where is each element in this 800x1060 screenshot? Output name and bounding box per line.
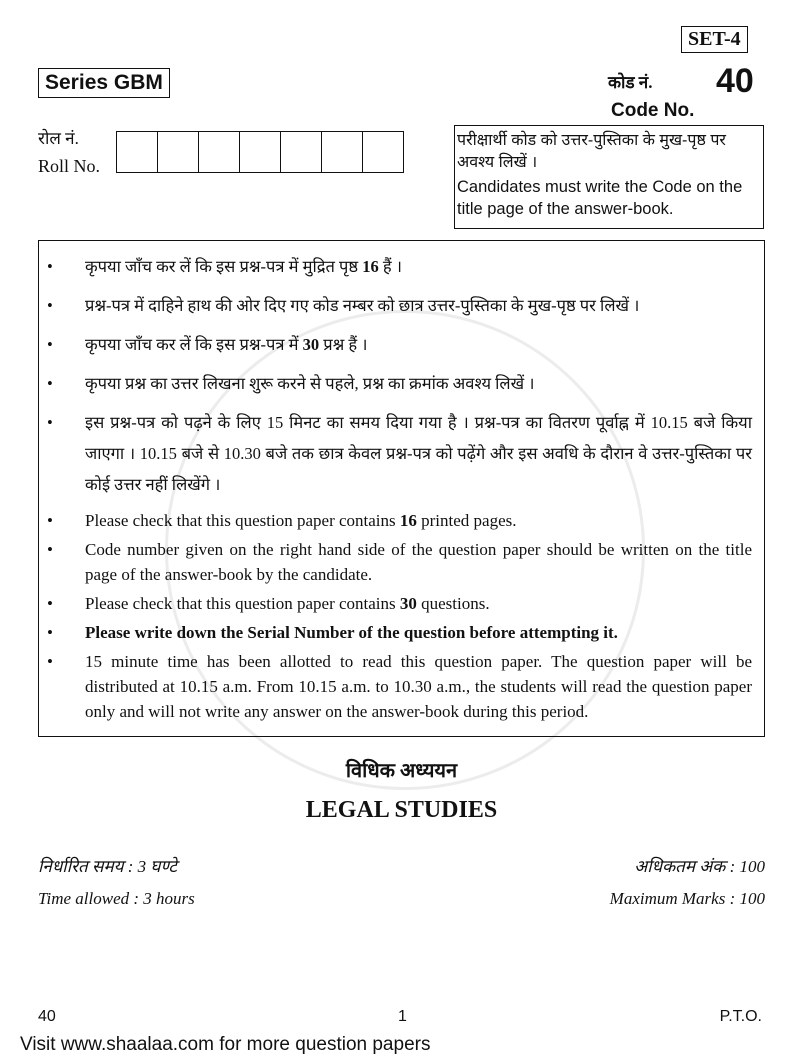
instruction-text — [85, 407, 752, 500]
code-note-en: Candidates must write the Code on the title page of the answer-book. — [457, 178, 743, 218]
instruction-post: questions. — [416, 594, 490, 613]
meta-row-hi — [38, 855, 765, 879]
instruction-pre: कृपया प्रश्न का उत्तर लिखना शुरू करने से पहले, प्रश्न का क्रमांक अवश्य लिखें । — [85, 374, 535, 393]
roll-number-boxes[interactable] — [116, 131, 404, 173]
instruction-text — [85, 620, 752, 645]
instruction-pre: Please check that this question paper contains — [85, 511, 400, 530]
instruction-pre: Please check that this question paper contains — [85, 594, 400, 613]
instruction-post: printed pages. — [416, 511, 517, 530]
bullet: • — [47, 257, 53, 276]
instruction-item-en — [47, 649, 752, 724]
roll-digit-box[interactable] — [322, 132, 363, 172]
instruction-item-hi — [47, 329, 752, 360]
instruction-item-en — [47, 620, 752, 645]
bullet: • — [47, 652, 53, 671]
roll-digit-box[interactable] — [363, 132, 403, 172]
meta-row-en — [38, 887, 765, 911]
instruction-item-en — [47, 591, 752, 616]
roll-digit-box[interactable] — [158, 132, 199, 172]
subject-title-en: LEGAL STUDIES — [305, 797, 498, 823]
instruction-text — [85, 290, 752, 321]
instruction-text — [85, 251, 752, 282]
roll-label-en: Roll No. — [38, 156, 101, 176]
footer-page-number: 1 — [398, 1008, 407, 1025]
time-allowed-en: Time allowed : 3 hours — [38, 889, 195, 908]
instruction-item-en — [47, 537, 752, 587]
instruction-text — [85, 537, 752, 587]
instruction-pre: कृपया जाँच कर लें कि इस प्रश्न-पत्र में — [85, 335, 303, 354]
instruction-bold: 16 — [399, 511, 417, 530]
instruction-text — [85, 329, 752, 360]
bullet: • — [47, 540, 53, 559]
bullet: • — [47, 296, 53, 315]
bullet: • — [47, 413, 53, 432]
bullet: • — [47, 335, 53, 354]
series-label: Series GBM — [38, 68, 170, 98]
instruction-item-hi — [47, 407, 752, 500]
instruction-item-hi — [47, 368, 752, 399]
instruction-pre: प्रश्न-पत्र में दाहिने हाथ की ओर दिए गए कोड नम्बर को छात्र उत्तर-पुस्तिका के मुख-पृष्ठ पर लिखें । — [85, 296, 640, 315]
roll-digit-box[interactable] — [199, 132, 240, 172]
roll-digit-box[interactable] — [117, 132, 158, 172]
main-content — [38, 240, 765, 911]
instruction-post: प्रश्न हैं । — [319, 335, 368, 354]
instruction-pre: इस प्रश्न-पत्र को पढ़ने के लिए 15 मिनट का समय दिया गया है । प्रश्न-पत्र का वितरण पूर्वाह्न में 10.15 बजे किया जाएगा । 10.15 बजे से 10.30 बजे तक छात्र केवल प्रश्न-पत्र को पढ़ेंगे और इस अवधि के दौरान वे उत्तर-पुस्तिका पर कोई उत्तर नहीं लिखेंगे । — [85, 413, 752, 494]
max-marks-hi: अधिकतम अंक : 100 — [634, 857, 765, 876]
bullet: • — [47, 594, 53, 613]
roll-digit-box[interactable] — [240, 132, 281, 172]
instruction-bold: 30 — [399, 594, 417, 613]
code-label-en: Code No. — [611, 100, 695, 121]
instruction-pre: Code number given on the right hand side of the question paper should be written on the title page of the answer-book by the candidate. — [85, 540, 752, 584]
bullet: • — [47, 374, 53, 393]
instruction-post: हैं । — [378, 257, 402, 276]
footer-code: 40 — [38, 1008, 56, 1025]
subject-title-hi: विधिक अध्ययन — [345, 760, 458, 782]
instruction-item-hi — [47, 290, 752, 321]
instruction-pre: 15 minute time has been allotted to read this question paper. The question paper will be distributed at 10.15 a.m. From 10.15 a.m. to 10.30 a.m., the students will read the question paper only and will not write any answer on the answer-book during this period. — [85, 652, 752, 721]
roll-digit-box[interactable] — [281, 132, 322, 172]
instruction-text — [85, 649, 752, 724]
set-label: SET-4 — [681, 26, 748, 53]
max-marks-en: Maximum Marks : 100 — [609, 889, 765, 908]
instruction-item-hi — [47, 251, 752, 282]
instruction-bold: 16 — [362, 257, 379, 276]
instruction-item-en — [47, 508, 752, 533]
time-allowed-hi: निर्धारित समय : 3 घण्टे — [38, 857, 177, 876]
instructions-box — [38, 240, 765, 737]
footer-promo-link[interactable]: Visit www.shaalaa.com for more question papers — [20, 1034, 431, 1055]
instruction-bold: 30 — [302, 335, 320, 354]
instruction-text — [85, 508, 752, 533]
bullet: • — [47, 623, 53, 642]
footer-pto: P.T.O. — [719, 1008, 762, 1025]
code-number: 40 — [716, 62, 754, 100]
code-label-hi: कोड नं. — [608, 73, 653, 92]
instruction-text — [85, 591, 752, 616]
instruction-pre: कृपया जाँच कर लें कि इस प्रश्न-पत्र में मुद्रित पृष्ठ — [85, 257, 363, 276]
bullet: • — [47, 511, 53, 530]
instruction-text — [85, 368, 752, 399]
instruction-bold: Please write down the Serial Number of the question before attempting it. — [85, 623, 618, 642]
code-instruction-box — [454, 125, 764, 229]
code-note-hi: परीक्षार्थी कोड को उत्तर-पुस्तिका के मुख-पृष्ठ पर अवश्य लिखें । — [457, 132, 726, 171]
roll-label-hi: रोल नं. — [38, 129, 79, 148]
